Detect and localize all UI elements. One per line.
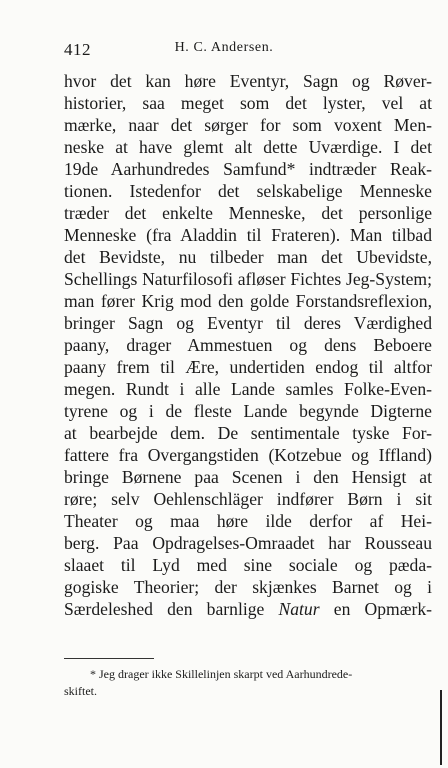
text-line: 19de Aarhundredes Samfund* indtræder Reak- — [64, 159, 432, 179]
footnote-rule — [64, 658, 154, 659]
text-line: megen. Rundt i alle Lande samles Folke-Even- — [64, 379, 432, 399]
text-line: gogiske Theorier; der skjænkes Barnet og i — [64, 577, 432, 597]
running-head: H. C. Andersen. — [174, 40, 274, 55]
italic-word: Natur — [278, 599, 320, 619]
body-text — [64, 70, 432, 620]
text-line: at bearbejde dem. De sentimentale tyske For- — [64, 423, 432, 443]
text-line: neske at have glemt alt dette Uværdige. I det — [64, 137, 432, 157]
text-line: tyrene og i de fleste Lande begynde Digterne — [64, 401, 432, 421]
text-line: Menneske (fra Aladdin til Frateren). Man tilbad — [64, 225, 432, 245]
footnote — [64, 666, 434, 700]
text-line: det Bevidste, nu tilbeder man det Ubevidste, — [64, 247, 432, 267]
text-line: røre; selv Oehlenschläger indfører Børn i sit — [64, 489, 432, 509]
text-line: mærke, naar det sørger for som voxent Men- — [64, 115, 432, 135]
footnote-line: skiftet. — [64, 684, 97, 698]
text-line: Theater og maa høre ilde derfor af Hei- — [64, 511, 432, 531]
text-segment: Særdeleshed den barnlige — [64, 599, 279, 619]
text-line: bringe Børnene paa Scenen i den Hensigt at — [64, 467, 432, 487]
text-line: slaaet til Lyd med sine sociale og pæda- — [64, 555, 432, 575]
text-line: berg. Paa Opdragelses-Omraadet har Rousseau — [64, 533, 432, 553]
footnote-line: * Jeg drager ikke Skillelinjen skarpt ved Aarhundrede- — [90, 667, 353, 681]
text-line: tionen. Istedenfor det selskabelige Menneske — [64, 181, 432, 201]
text-line-last — [64, 598, 432, 620]
text-segment: en Opmærk- — [319, 599, 432, 619]
text-line: træder det enkelte Menneske, det personlige — [64, 203, 432, 223]
text-line: hvor det kan høre Eventyr, Sagn og Røver- — [64, 71, 432, 91]
text-line: man fører Krig mod den golde Forstandsreflexion, — [64, 291, 432, 311]
page-number: 412 — [64, 40, 91, 59]
text-line: paany, drager Ammestuen og dens Beboere — [64, 335, 432, 355]
page-edge-mark — [440, 690, 442, 765]
text-line: bringer Sagn og Eventyr til deres Værdighed — [64, 313, 432, 333]
text-line: historier, saa meget som det lyster, vel at — [64, 93, 432, 113]
text-line: Schellings Naturfilosofi afløser Fichtes Jeg-System; — [64, 269, 432, 289]
text-line: fattere fra Overgangstiden (Kotzebue og Iffland) — [64, 445, 432, 465]
text-line: paany frem til Ære, undertiden endog til altfor — [64, 357, 432, 377]
